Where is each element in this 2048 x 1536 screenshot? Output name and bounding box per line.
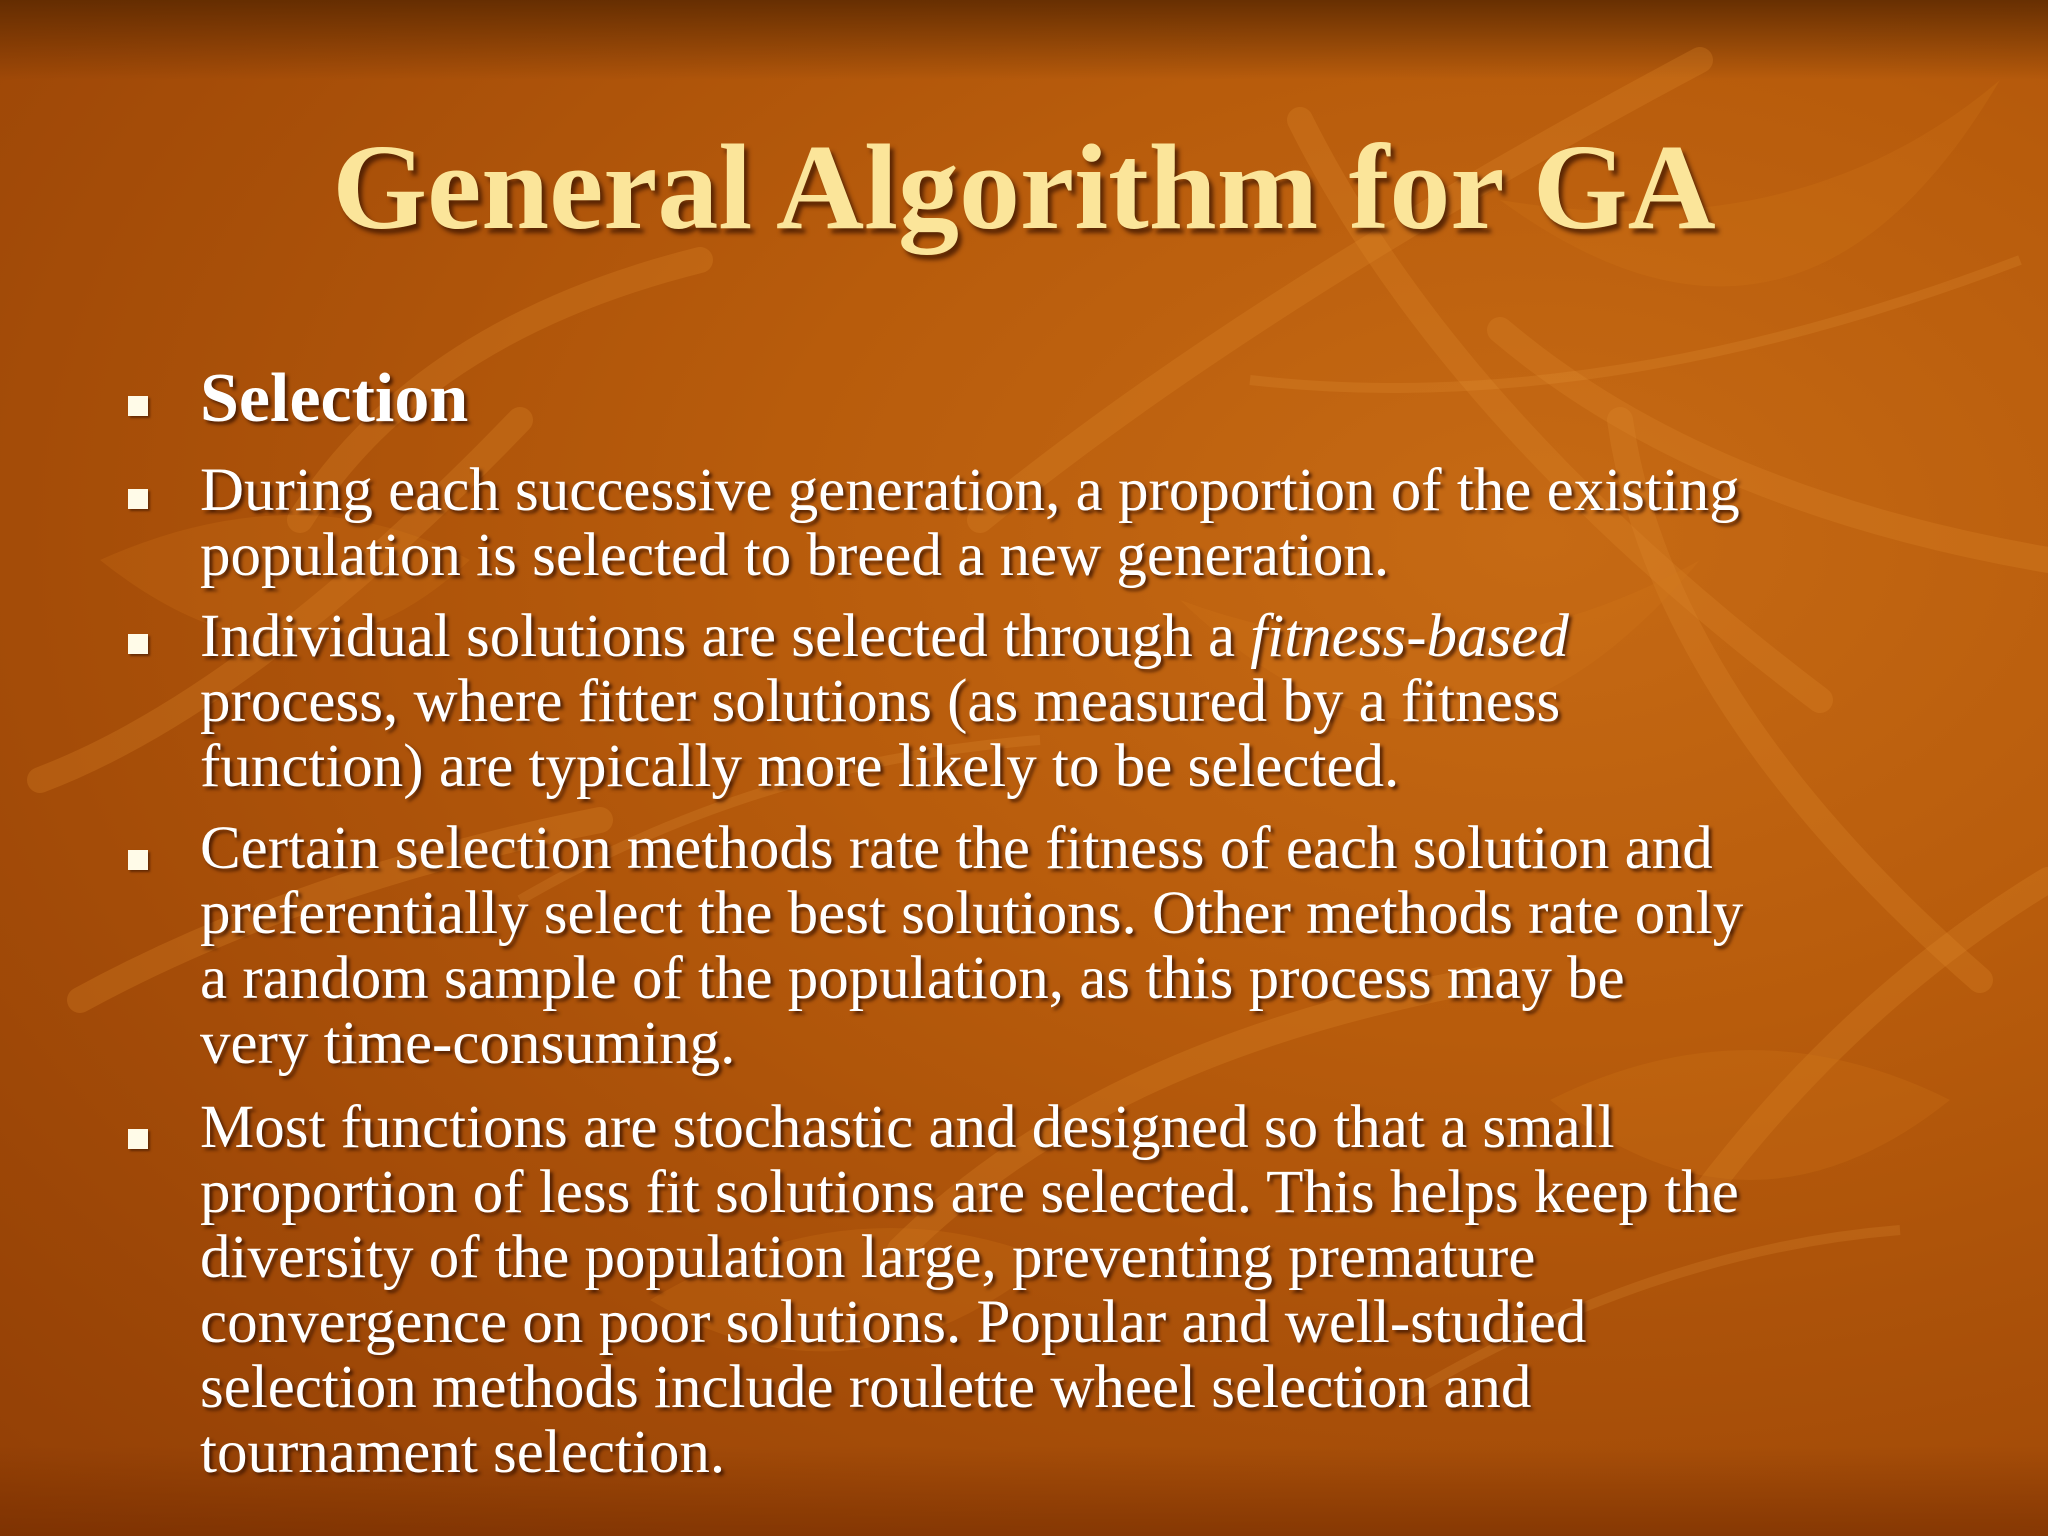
bullet-text-part: Individual solutions are selected through a [200, 603, 1251, 670]
bullet-text: During each successive generation, a proportion of the existing population is selected to breed a new generation. [200, 457, 1740, 589]
bullet-text [200, 604, 1960, 799]
bullet-text: Certain selection methods rate the fitness of each solution and preferentially select the best solutions. Other methods rate only a random sample of the population, as this process may be very time-consuming. [200, 815, 1744, 1077]
square-bullet-icon [128, 1129, 148, 1149]
bullet-text: Selection [200, 360, 469, 437]
bullet-item-selection-heading [200, 360, 1960, 437]
slide-title: General Algorithm for GA [332, 120, 1716, 255]
square-bullet-icon [128, 634, 148, 654]
bullet-text-part: process, where fitter solutions (as measured by a fitness function) are typically more likely to be selected. [200, 668, 1561, 800]
bullet-item-fitness-based [200, 604, 1960, 799]
square-bullet-icon [128, 850, 148, 870]
square-bullet-icon [128, 489, 148, 509]
bullet-item-selection-methods [200, 816, 1960, 1076]
square-bullet-icon [128, 396, 148, 416]
bullet-text: Most functions are stochastic and designed so that a small proportion of less fit solutions are selected. This helps keep the diversity of the population large, preventing premature convergence on poor solutions. Popular and well-studied selection methods include roulette wheel selection and tournament selection. [200, 1094, 1739, 1486]
bullet-text-emphasis: fitness-based [1250, 603, 1569, 670]
bullet-item-generation [200, 458, 1960, 588]
bullet-item-stochastic [200, 1095, 1960, 1485]
